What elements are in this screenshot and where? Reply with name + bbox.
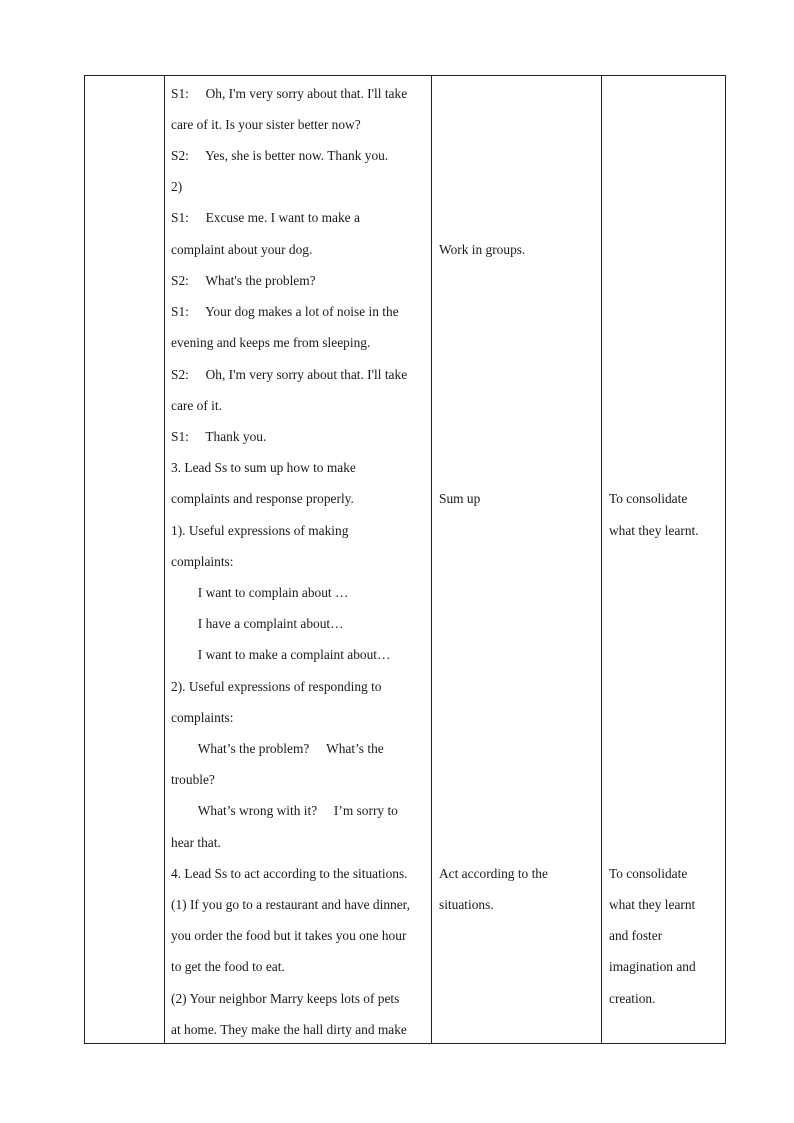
purpose-line: what they learnt.: [609, 523, 699, 538]
purpose-line: what they learnt: [609, 897, 696, 912]
activity-line: I want to complain about …: [171, 585, 349, 600]
activity-line: What’s the problem? What’s the: [171, 741, 384, 756]
activity-line: complaint about your dog.: [171, 242, 313, 257]
student-activity-line: situations.: [439, 897, 494, 912]
activity-line: complaints:: [171, 554, 234, 569]
activity-line: care of it. Is your sister better now?: [171, 117, 361, 132]
activity-line: at home. They make the hall dirty and make: [171, 1022, 407, 1037]
purpose-line: and foster: [609, 928, 663, 943]
activity-line: hear that.: [171, 835, 221, 850]
activity-line: What’s wrong with it? I’m sorry to: [171, 803, 398, 818]
purpose-line: creation.: [609, 991, 656, 1006]
activity-line: complaints and response properly.: [171, 491, 354, 506]
step-cell: [85, 76, 165, 1044]
activity-line: evening and keeps me from sleeping.: [171, 335, 371, 350]
purpose-line: imagination and: [609, 959, 696, 974]
lesson-plan-table: [84, 75, 726, 1044]
activity-line: S2: What's the problem?: [171, 273, 316, 288]
activity-line: 4. Lead Ss to act according to the situations.: [171, 866, 408, 881]
activity-line: you order the food but it takes you one hour: [171, 928, 407, 943]
activity-line: care of it.: [171, 398, 222, 413]
student-activities-cell: [432, 76, 602, 1044]
activity-line: S1: Oh, I'm very sorry about that. I'll take: [171, 86, 408, 101]
activity-line: 2). Useful expressions of responding to: [171, 679, 382, 694]
student-activity-line: Act according to the: [439, 866, 548, 881]
purpose-line: To consolidate: [609, 491, 688, 506]
activity-line: (2) Your neighbor Marry keeps lots of pets: [171, 991, 400, 1006]
teacher-activities-cell: [165, 76, 432, 1044]
activity-line: S2: Oh, I'm very sorry about that. I'll take: [171, 367, 408, 382]
activity-line: to get the food to eat.: [171, 959, 285, 974]
activity-line: (1) If you go to a restaurant and have dinner,: [171, 897, 410, 912]
activity-line: I want to make a complaint about…: [171, 647, 391, 662]
activity-line: S1: Your dog makes a lot of noise in the: [171, 304, 399, 319]
activity-line: 1). Useful expressions of making: [171, 523, 349, 538]
activity-line: S1: Excuse me. I want to make a: [171, 210, 360, 225]
activity-line: 3. Lead Ss to sum up how to make: [171, 460, 356, 475]
activity-line: I have a complaint about…: [171, 616, 344, 631]
table-row: [85, 76, 726, 1044]
purpose-line: To consolidate: [609, 866, 688, 881]
student-activity-line: Work in groups.: [439, 242, 526, 257]
purpose-cell: [602, 76, 726, 1044]
activity-line: S1: Thank you.: [171, 429, 267, 444]
activity-line: 2): [171, 179, 183, 194]
activity-line: S2: Yes, she is better now. Thank you.: [171, 148, 389, 163]
activity-line: complaints:: [171, 710, 234, 725]
student-activity-line: Sum up: [439, 491, 481, 506]
activity-line: trouble?: [171, 772, 215, 787]
